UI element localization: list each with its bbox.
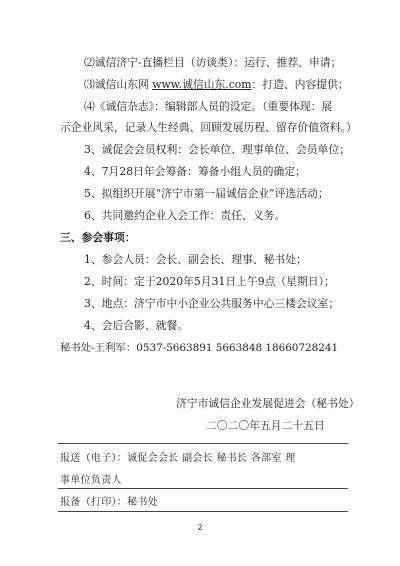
footer-rule-top <box>58 443 348 444</box>
attend-2: 2、时间：定于2020年5月31日上午9点（星期日）； <box>84 275 335 288</box>
section-3-title: 三、参会事项： <box>60 231 136 244</box>
point-4: 4、7月28日年会筹备：筹备小组人员的确定； <box>84 165 306 178</box>
report-line-2: 事单位负责人 <box>60 475 122 486</box>
report-line-1: 报送（电子）：诚促会会长 副会长 秘书长 各部室 理 <box>60 453 296 464</box>
website-link[interactable]: www.诚信山东.com <box>152 78 252 91</box>
item-4-line-2: 示企业风采，记录人生经典、回顾发展历程、留存价值资料。） <box>60 121 357 134</box>
backup-line: 报备（打印）：秘书处 <box>60 497 158 508</box>
contact-line: 秘书处-王利军：0537-5663891 5663848 18660728241 <box>60 342 339 354</box>
item-3-line <box>84 78 349 92</box>
item-3-suffix: ：打造、内容提供； <box>251 78 349 91</box>
signature-org: 济宁市诚信企业发展促进会（秘书处） <box>176 397 360 410</box>
footer-rule-bottom <box>58 511 348 512</box>
attend-4: 4、会后合影、就餐。 <box>84 319 189 332</box>
attend-1: 1、参会人员：会长、副会长、理事、秘书处； <box>84 253 307 266</box>
point-5: 5、拟组织开展“济宁市第一届诚信企业”评选活动； <box>84 187 329 200</box>
item-2-line: ⑵诚信济宁-直播栏目（访谈类）：运行、推荐、申请； <box>84 56 342 69</box>
point-3: 3、诚促会会员权利：会长单位、理事单位、会员单位； <box>84 143 350 156</box>
item-3-prefix: ⑶诚信山东网 <box>84 78 153 91</box>
signature-date: 二〇二〇年五月二十五日 <box>206 419 325 432</box>
page-number: 2 <box>197 523 203 532</box>
attend-3: 3、地点：济宁市中小企业公共服务中心三楼会议室； <box>84 297 340 310</box>
item-4-line-1: ⑷《诚信杂志》：编辑部人员的设定。（重要体现：展 <box>84 100 333 113</box>
point-6: 6、共同邀约企业入会工作：责任、义务。 <box>84 209 286 222</box>
footer-rule-middle <box>58 488 348 489</box>
